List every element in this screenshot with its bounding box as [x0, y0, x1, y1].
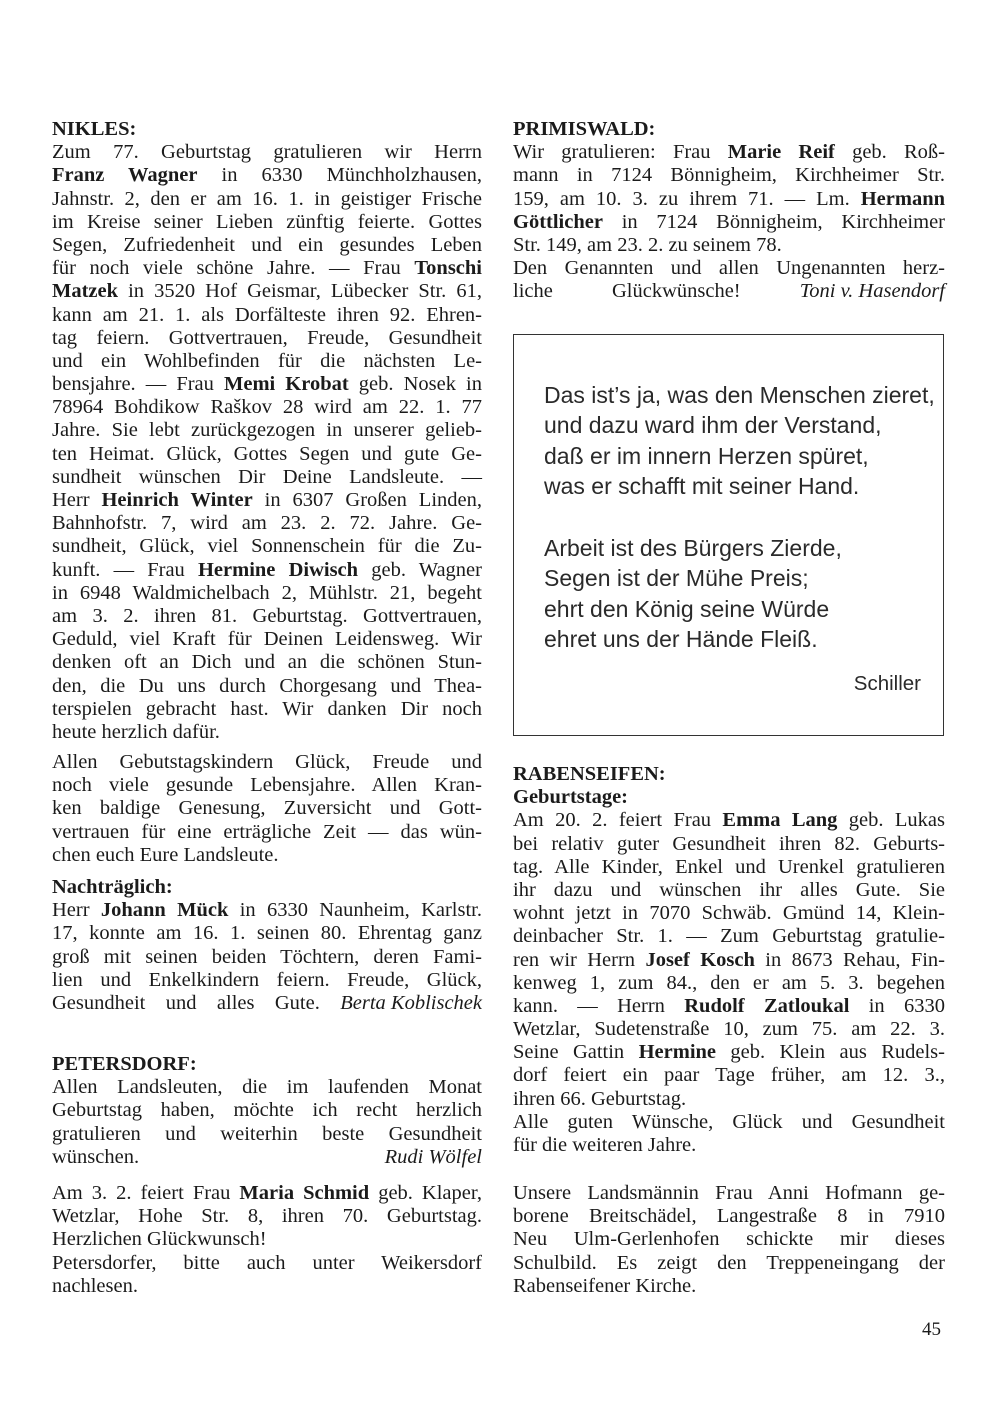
text-run: bensjahre. — Frau: [52, 373, 224, 396]
signature: Toni v. Hasendorf: [799, 280, 945, 303]
text-line: [52, 373, 482, 396]
text-line: [52, 1252, 482, 1275]
text-line: [513, 1088, 945, 1111]
text-run: Jahnstr. 2, den er am 16. 1. in geistiger Frische: [52, 187, 482, 210]
text-run: wünschen.: [52, 1145, 385, 1168]
poem-line: ehret uns der Hände Fleiß.: [544, 626, 818, 653]
text-line: [52, 257, 482, 280]
text-run: sundheit wünschen Dir Deine Landsleute. —: [52, 465, 482, 488]
text-line: [52, 141, 482, 164]
text-line: [513, 257, 945, 280]
text-run: in 6948 Waldmichelbach 2, Mühlstr. 21, begeht: [52, 581, 482, 604]
text-run: bei relativ guter Gesundheit ihren 82. Geburts-: [513, 832, 945, 855]
person-name: Josef Kosch: [645, 948, 755, 971]
text-run: in 8673 Rehau, Fin-: [754, 948, 945, 971]
section-heading: Nachträglich:: [52, 876, 173, 898]
text-line: [52, 535, 482, 558]
poem-line: ehrt den König seine Würde: [544, 595, 830, 622]
text-run: Zum 77. Geburtstag gratulieren wir Herrn: [52, 141, 482, 164]
text-run: Str. 149, am 23. 2. zu seinem 78.: [513, 233, 782, 256]
text-run: Schulbild. Es zeigt den Treppeneingang der: [513, 1251, 945, 1274]
text-run: Wetzlar, Sudetenstraße 10, zum 75. am 22. 3.: [513, 1018, 945, 1041]
text-line: [52, 396, 482, 419]
text-line: [513, 1111, 945, 1134]
text-line: [513, 1228, 945, 1251]
section-nikles: [52, 118, 482, 744]
section-primiswald: [513, 118, 945, 304]
text-run: ren wir Herrn: [513, 948, 646, 971]
poem-author: Schiller: [853, 672, 921, 695]
text-run: dorf feiert ein paar Tage früher, am 12. 3.,: [513, 1064, 945, 1087]
text-run: am 3. 2. ihren 81. Geburtstag. Gottvertrauen,: [52, 604, 482, 627]
text-run: kenweg 1, zum 84., den er am 5. 3. begehen: [513, 971, 945, 994]
person-name: Marie Reif: [727, 141, 835, 164]
section-body: [513, 141, 945, 303]
text-line: [513, 1205, 945, 1228]
text-run: Allen Gebutstagskindern Glück, Freude und: [52, 751, 482, 773]
text-line: [52, 946, 482, 969]
text-line: [52, 844, 482, 867]
text-line: [513, 1064, 945, 1087]
text-line: [52, 721, 482, 744]
poem-line: Segen ist der Mühe Preis;: [544, 565, 809, 592]
text-run: geb. Roß-: [834, 141, 945, 164]
text-run: in 6307 Großen Linden,: [252, 489, 482, 511]
text-line: [52, 211, 482, 234]
text-run: geb. Klein aus Rudels-: [716, 1041, 945, 1064]
text-run: Wetzlar, Hohe Str. 8, ihren 70. Geburtstag.: [52, 1205, 482, 1228]
text-run: Neu Ulm-Gerlenhofen schickte mir dieses: [513, 1228, 945, 1251]
text-run: in 3520 Hof Geismar, Lübecker Str. 61,: [118, 280, 482, 303]
section-wishes: [52, 751, 482, 867]
text-line: [513, 856, 945, 879]
person-name: Franz Wagner: [52, 164, 198, 187]
text-line: [513, 809, 945, 832]
text-line: [513, 164, 945, 187]
person-name: Hermine Diwisch: [197, 558, 359, 581]
text-line: [513, 1252, 945, 1275]
text-run: kann. — Herrn: [513, 994, 685, 1017]
text-line: [52, 922, 482, 945]
text-run: Gesundheit und alles Gute.: [52, 991, 341, 1014]
text-run: ihren 66. Geburtstag.: [513, 1087, 687, 1110]
person-name: Heinrich Winter: [101, 489, 253, 511]
text-line: [513, 879, 945, 902]
person-name: Göttlicher: [513, 210, 603, 233]
text-run: Wir gratulieren: Frau: [513, 141, 728, 164]
text-run: Unsere Landsmännin Frau Anni Hofmann ge-: [513, 1182, 945, 1204]
text-run: borene Breitschädel, Langestraße 8 in 7910: [513, 1205, 945, 1228]
text-line: [52, 419, 482, 442]
text-run: in 6330 Naunheim, Karlstr.: [228, 899, 482, 922]
text-line: [513, 972, 945, 995]
text-run: noch viele gesunde Lebensjahre. Allen Kran-: [52, 774, 482, 797]
text-run: Rabenseifener Kirche.: [513, 1274, 697, 1297]
poem-line: und dazu ward ihm der Verstand,: [544, 412, 882, 439]
text-line: [513, 949, 945, 972]
text-run: chen euch Eure Landsleute.: [52, 843, 279, 866]
text-run: in 6330 Münchholzhausen,: [197, 164, 482, 187]
text-line: [52, 304, 482, 327]
text-line: [52, 797, 482, 820]
text-line: [52, 774, 482, 797]
text-line: [52, 1205, 482, 1228]
text-line: [52, 188, 482, 211]
text-run: mann in 7124 Bönnigheim, Kirchheimer Str.: [513, 164, 945, 187]
text-run: geb. Lukas: [837, 809, 945, 832]
text-run: geb. Wagner: [358, 558, 482, 581]
text-line: [513, 995, 945, 1018]
poem-stanza: [544, 380, 935, 501]
text-line: [52, 751, 482, 774]
person-name: Maria Schmid: [239, 1182, 370, 1204]
poem-line: Das ist’s ja, was den Menschen zieret,: [544, 382, 935, 408]
text-run: gratulieren und weiterhin beste Gesundheit: [52, 1122, 482, 1145]
text-run: für noch viele schöne Jahre. — Frau: [52, 257, 415, 280]
text-run: Am 20. 2. feiert Frau: [513, 809, 723, 832]
text-line: [52, 350, 482, 373]
person-name: Emma Lang: [722, 809, 838, 832]
poem: [544, 380, 935, 686]
text-line: [52, 1123, 482, 1146]
text-line: [52, 559, 482, 582]
text-line: [52, 582, 482, 605]
text-run: im Kreise seiner Lieben zünftig feierte. Gottes: [52, 210, 482, 233]
section-body: [52, 751, 482, 867]
section-heading: NIKLES:: [52, 118, 137, 140]
text-line: [52, 327, 482, 350]
text-line: [52, 1076, 482, 1099]
text-line: [52, 698, 482, 721]
person-name: Johann Mück: [100, 899, 229, 922]
poem-stanza: [544, 533, 935, 654]
section-schulbild: [513, 1182, 945, 1298]
text-line: [52, 821, 482, 844]
section-body: [513, 809, 945, 1157]
text-run: ken baldige Genesung, Zuversicht und Gott-: [52, 797, 482, 820]
text-run: sundheit, Glück, viel Sonnenschein für die Zu-: [52, 535, 482, 558]
text-line: [513, 833, 945, 856]
poem-line: was er schafft mit seiner Hand.: [544, 472, 860, 499]
text-line: [513, 234, 945, 257]
text-line: [52, 1146, 482, 1169]
text-run: denken oft an Dich und an die schönen Stun-: [52, 651, 482, 674]
text-line: [513, 1018, 945, 1041]
text-run: ihr dazu und wünschen ihr alles Gute. Sie: [513, 878, 945, 901]
text-line: [52, 1099, 482, 1122]
text-line: [513, 902, 945, 925]
text-run: den, die Du uns durch Chorgesang und Thea-: [52, 674, 482, 697]
text-run: Jahre. Sie lebt zurückgezogen in unserer gelieb-: [52, 419, 482, 442]
text-run: kann am 21. 1. als Dorfälteste ihren 92. Ehren-: [52, 303, 482, 326]
text-line: [513, 188, 945, 211]
section-body: [52, 1182, 482, 1298]
section-subheading: Geburtstage:: [513, 786, 629, 809]
text-run: in 7124 Bönnigheim, Kirchheimer: [602, 210, 945, 233]
text-line: [513, 211, 945, 234]
poem-line: daß er im innern Herzen spüret,: [544, 442, 869, 469]
text-run: Segen, Zufriedenheit und ein gesundes Leben: [52, 233, 482, 256]
text-line: [52, 466, 482, 489]
text-run: wohnt jetzt in 7070 Schwäb. Gmünd 14, Klein-: [513, 902, 945, 925]
text-line: [52, 489, 482, 512]
text-run: tag feiern. Gottvertrauen, Freude, Gesundheit: [52, 326, 482, 349]
signature: Rudi Wölfel: [384, 1145, 482, 1168]
text-line: [52, 651, 482, 674]
text-line: [513, 1182, 945, 1205]
text-line: [52, 675, 482, 698]
section-heading: PRIMISWALD:: [513, 118, 656, 140]
text-run: Herzlichen Glückwunsch!: [52, 1228, 267, 1251]
text-run: Am 3. 2. feiert Frau: [52, 1182, 240, 1204]
signature: Berta Koblischek: [340, 991, 482, 1014]
text-run: Allen Landsleuten, die im laufenden Monat: [52, 1076, 482, 1099]
text-run: ten Heimat. Glück, Gottes Segen und gute Ge-: [52, 442, 482, 465]
text-line: [52, 628, 482, 651]
section-body: [52, 1076, 482, 1169]
text-run: heute herzlich dafür.: [52, 720, 220, 743]
text-run: Geburtstag haben, möchte ich recht herzlich: [52, 1099, 482, 1122]
text-line: [52, 1275, 482, 1298]
text-line: [52, 605, 482, 628]
text-line: [513, 1134, 945, 1157]
text-line: [513, 280, 945, 303]
text-run: deinbacher Str. 1. — Zum Geburtstag gratulie-: [513, 925, 945, 948]
poem-box: [513, 334, 944, 736]
text-run: nachlesen.: [52, 1274, 138, 1297]
text-run: Den Genannten und allen Ungenannten herz-: [513, 257, 945, 280]
section-body: [52, 899, 482, 1015]
text-run: für die weiteren Jahre.: [513, 1134, 697, 1156]
section-rabenseifen: [513, 763, 945, 1157]
text-run: in 6330: [849, 994, 945, 1017]
person-name: Memi Krobat: [224, 373, 349, 396]
person-name: Matzek: [52, 280, 119, 303]
text-run: Bahnhofstr. 7, wird am 23. 2. 72. Jahre. Ge-: [52, 512, 482, 535]
person-name: Tonschi: [414, 257, 482, 280]
text-line: [513, 1041, 945, 1064]
section-body: [513, 1182, 945, 1298]
section-body: [52, 141, 482, 744]
section-heading: PETERSDORF:: [52, 1053, 197, 1075]
text-run: groß mit seinen beiden Töchtern, deren Fami-: [52, 945, 482, 968]
text-run: geb. Nosek in: [348, 373, 482, 396]
text-run: Herr: [52, 899, 101, 922]
text-run: Seine Gattin: [513, 1041, 639, 1064]
text-run: terspielen gebracht hast. Wir danken Dir noch: [52, 697, 482, 720]
text-line: [52, 443, 482, 466]
text-run: vertrauen für eine erträgliche Zeit — das wün-: [52, 820, 482, 843]
text-run: 159, am 10. 3. zu ihrem 71. — Lm.: [513, 187, 861, 210]
text-line: [52, 969, 482, 992]
text-run: und ein Wohlbefinden für die nächsten Le-: [52, 349, 482, 372]
text-run: 17, konnte am 16. 1. seinen 80. Ehrentag ganz: [52, 922, 482, 945]
text-line: [513, 925, 945, 948]
text-run: tag. Alle Kinder, Enkel und Urenkel gratulieren: [513, 855, 945, 878]
section-petersdorf: [52, 1053, 482, 1169]
text-run: Alle guten Wünsche, Glück und Gesundheit: [513, 1110, 945, 1133]
page-number: 45: [922, 1319, 941, 1340]
text-line: [52, 280, 482, 303]
person-name: Rudolf Zatloukal: [684, 994, 850, 1017]
text-line: [513, 141, 945, 164]
text-run: Petersdorfer, bitte auch unter Weikersdorf: [52, 1251, 482, 1274]
text-line: [513, 1275, 945, 1298]
text-run: geb. Klaper,: [369, 1182, 483, 1204]
text-line: [52, 512, 482, 535]
person-name: Hermine: [638, 1041, 717, 1064]
text-line: [52, 1228, 482, 1251]
text-line: [52, 899, 482, 922]
section-petersdorf-birthdays: [52, 1182, 482, 1298]
section-nachtraeglich: [52, 876, 482, 1015]
person-name: Hermann: [860, 187, 945, 210]
text-run: 78964 Bohdikow Raškov 28 wird am 22. 1. 77: [52, 396, 482, 419]
text-line: [52, 992, 482, 1015]
text-run: Herr: [52, 489, 102, 511]
text-line: [52, 164, 482, 187]
text-line: [52, 1182, 482, 1205]
text-run: kunft. — Frau: [52, 558, 198, 581]
section-heading: RABENSEIFEN:: [513, 763, 666, 785]
poem-line: Arbeit ist des Bürgers Zierde,: [544, 535, 842, 562]
text-run: liche Glückwünsche!: [513, 280, 800, 303]
text-run: Geduld, viel Kraft für Deinen Leidensweg. Wir: [52, 628, 482, 651]
text-run: lien und Enkelkindern feiern. Freude, Glück,: [52, 968, 482, 991]
text-line: [52, 234, 482, 257]
